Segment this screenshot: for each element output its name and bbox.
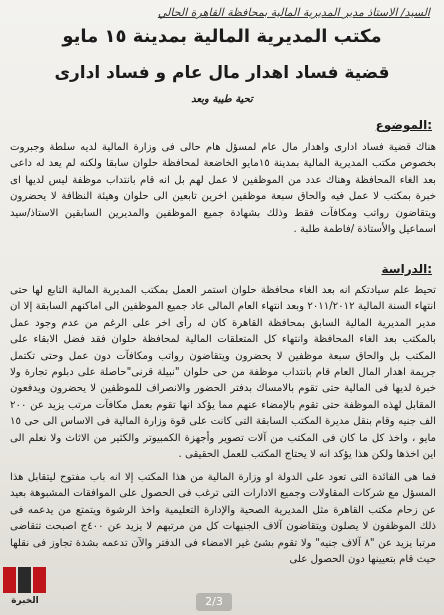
logo-caption: الخبرة xyxy=(11,596,39,606)
subject-paragraph: هناك قضية فساد ادارى واهدار مال عام لمسؤل هام حالى فى وزارة المالية لديه سلطة وجبروت بخصوص مكتب المديرية المالية بمدينة ١٥مايو الخاضعة لمحافظة حلوان سابقا ولكنه لم يعد له داعى بعد الغاء المحافظة وهناك عدد من الموظفين لا عمل لهم بل انه قام بانتداب موظفة ليس لديها اى خبرة بمكتب لا عمل فيه والحاق سبعة موظفين اخرين تابعين الى حلوان وهيئة النظافة لا يحضرون ويتقاضون رواتب ومكافآت فقط وذلك بشهادة جميع الموظفين والمديرين السابقين الاستاذ/سيد اسماعيل والأستاذة /فاطمة طلبة . xyxy=(10,142,436,236)
subject-heading: الموضوع: xyxy=(375,118,432,132)
study-paragraph: تحيط علم سيادتكم انه بعد الغاء محافظة حلوان استمر العمل بمكتب المديرية المالية التابع لها حتى انتهاء السنة المالية ٢٠١١/٢٠١٢ وبعد انتهاء العام المالى عاد جميع الموظفين الى اماكنهم السابقة إلا ان مدير المديرية المالية السابق بمحافظة القاهرة كان له رأى اخر على الرغم من عدم وجود عمل بالمكتب بعد الغاء المحافظة وانتهاء كل المتعلقات المالية لمحافظة حلوان فقد فضل الابقاء على المكتب بل والحاق سبعة موظفين لا يحضرون ويتقاضون رواتب ومكافآت دون عمل وحتى تكتمل جريمة اهدار المال العام قام بانتداب موظفة من حى حلوان "نبيلة قرنى"حاصلة على دبلوم تجارة ولا خبرة لديها فى المالية حتى تقوم بالامساك بدفتر الحضور والانصراف للموظفين لا يحضرون ويدفعون المقابل لهذه الموظفة حتى تقوم بالإمضاء عنهم مما يؤكد انها تقوم بعمل مكافآت مرتب يزيد عن ٢٠٠ الف جنيه وقام بنقل مديرة المكتب السابقة التى كانت على قوة وزارة المالية فى الاساس الى حى ١٥ مايو ، واخذ كل ما كان فى المكتب من آلات تصوير وأجهزة الكمبيوتر والكثير من الاثاث ولا نعلم الى اين اخذها ولكن هذا يؤكد انه لا يحتاج المكتب للعمل الحقيقى . xyxy=(10,285,436,461)
news-logo xyxy=(2,565,48,613)
page-indicator[interactable]: 2/3 xyxy=(196,593,232,611)
logo-block-icon xyxy=(18,567,31,593)
final-paragraph: فما هى الفائدة التى تعود على الدولة او وزارة المالية من هذا المكتب إلا انه باب مفتوح ليتقابل هذا المسؤل مع شركات المقاولات وجميع الادارات التى ترغب فى الحصول على الموافقات المشبوهة بعيد عن زحام مكتب القاهرة مثل المديرية الصحية والإدارة التعليمية واخذ الرشوة ويتمتع من يدعمه فى ذلك الموظفون لا يصلون ويتقاضون آلاف الجنيهات كل من مرتبهم لا يزيد عن ٤٠٠ج اصبحت تتقاضى مرتبا يزيد عن "٨ آلاف جنيه" ولا تقوم بشئ غير الامضاء فى الدفتر والآن تدعمه بشدة تجاوز فى نقلها حيث قام بتعيينها دون الحصول على xyxy=(10,472,436,566)
logo-block-icon xyxy=(33,567,46,593)
header-line: السيد/ الاستاذ مدير المديرية المالية بمحافظة القاهرة الحالي xyxy=(157,6,430,19)
document-title: مكتب المديرية المالية بمدينة ١٥ مايو xyxy=(62,26,382,47)
greeting-line: تحية طيبة وبعد xyxy=(191,94,253,105)
document-subtitle: قضية فساد اهدار مال عام و فساد ادارى xyxy=(54,63,390,83)
study-heading: الدراسة: xyxy=(381,262,432,276)
logo-block-icon xyxy=(3,567,16,593)
